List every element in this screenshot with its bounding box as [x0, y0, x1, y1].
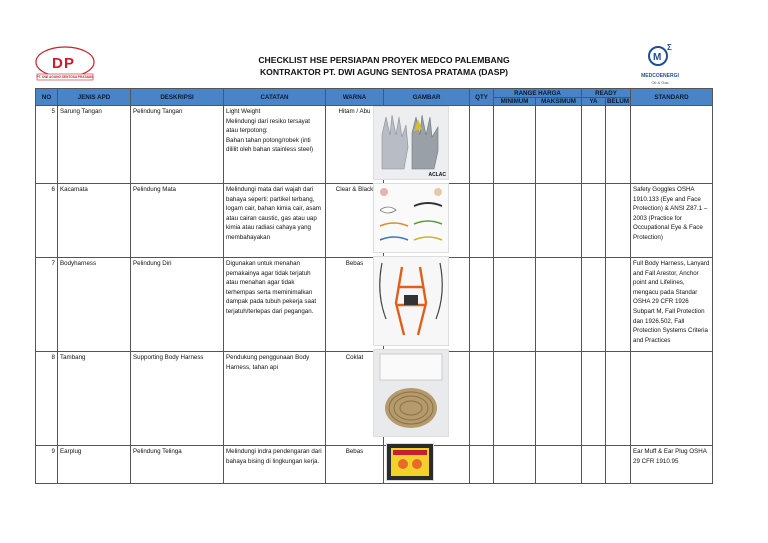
row-qty: [470, 446, 494, 484]
row-minimum: [494, 446, 536, 484]
row-jenis: Tambang: [58, 352, 131, 446]
col-gambar: GAMBAR: [384, 89, 470, 106]
row-no: 6: [36, 184, 58, 258]
row-standard: Full Body Harness, Lanyard and Fall Arestor, Anchor point and Lifelines, mengacu pada Standar OSHA 29 CFR 1926 Subpart M, Fall Protection dan 1926.502, Fall Protection Systems Criteria and Practices: [631, 258, 713, 352]
medco-logo-name: MEDCOENERGI: [641, 73, 679, 79]
glove-image: [373, 106, 449, 180]
col-range-harga: RANGE HARGA: [494, 89, 582, 98]
col-belum: BELUM: [607, 98, 629, 105]
row-warna: Clear & Black: [326, 184, 384, 258]
row-catatan: Light Weight Melindungi dari resiko tersayat atau terpotong: Bahan tahan potong/robek (inti dililit oleh bahan stainless steel): [224, 106, 326, 184]
row-warna: Coklat: [326, 352, 384, 446]
row-deskripsi: Supporting Body Harness: [131, 352, 224, 446]
col-deskripsi: DESKRIPSI: [131, 89, 224, 106]
row-catatan: Melindungi mata dari wajah dari bahaya seperti: partikel terbang, logam cair, bahan kimia cair, asam atau cairan caustic, gas atau uap kimia atau radiasi cahaya yang membahayakan: [224, 184, 326, 258]
row-ya: [582, 184, 606, 258]
row-catatan: Digunakan untuk menahan pemakainya agar tidak terjatuh atau menahan agar tidak terhempas serta meminimalkan dampak pada tubuh pekerja saat terjatuh/terlepas dari pegangan.: [224, 258, 326, 352]
company-logo-medco: [632, 42, 688, 88]
row-maksimum: [536, 106, 582, 184]
rope-image: [373, 349, 449, 437]
body-harness-image: [373, 256, 449, 346]
col-catatan: CATATAN: [224, 89, 326, 106]
row-minimum: [494, 258, 536, 352]
row-maksimum: [536, 446, 582, 484]
row-no: 8: [36, 352, 58, 446]
col-maksimum: MAKSIMUM: [536, 98, 582, 106]
row-maksimum: [536, 258, 582, 352]
medco-logo-sub: Oil & Gas: [651, 80, 669, 85]
row-standard: Ear Muff & Ear Plug OSHA 29 CFR 1910.95: [631, 446, 713, 484]
glove-brand-label: ACLAC: [428, 172, 446, 178]
row-minimum: [494, 184, 536, 258]
col-qty: QTY: [470, 89, 494, 106]
col-no: NO: [36, 89, 58, 106]
row-jenis: Bodyharness: [58, 258, 131, 352]
row-maksimum: [536, 352, 582, 446]
row-no: 7: [36, 258, 58, 352]
row-deskripsi: Pelindung Tangan: [131, 106, 224, 184]
row-ya: [582, 446, 606, 484]
row-standard: Safety Goggles OSHA 1910.133 (Eye and Face Protection) & ANSI Z87.1 – 2003 (Practice for Occupational Eye & Face Protection): [631, 184, 713, 258]
svg-text:D: D: [52, 55, 63, 72]
row-jenis: Kacamata: [58, 184, 131, 258]
row-no: 9: [36, 446, 58, 484]
col-warna: WARNA: [326, 89, 384, 106]
row-qty: [470, 184, 494, 258]
row-ya: [582, 352, 606, 446]
col-minimum: MINIMUM: [494, 98, 536, 106]
dasp-logo-caption: PT. DWI AGUNG SENTOSA PRATAMA: [36, 75, 94, 79]
safety-glasses-image: [373, 183, 449, 253]
row-ya: [582, 106, 606, 184]
row-deskripsi: Pelindung Telinga: [131, 446, 224, 484]
row-jenis: Earplug: [58, 446, 131, 484]
row-deskripsi: Pelindung Diri: [131, 258, 224, 352]
row-jenis: Sarung Tangan: [58, 106, 131, 184]
row-warna: Bebas: [326, 446, 384, 484]
row-ya: [582, 258, 606, 352]
earplug-image: [386, 443, 434, 481]
row-qty: [470, 258, 494, 352]
document-subtitle: KONTRAKTOR PT. DWI AGUNG SENTOSA PRATAMA (DASP): [259, 67, 509, 77]
row-belum: [606, 184, 631, 258]
row-qty: [470, 352, 494, 446]
col-standard: STANDARD: [631, 89, 713, 106]
col-jenis-apd: JENIS APD: [58, 89, 131, 106]
col-ready: READY: [582, 89, 631, 98]
svg-text:Σ: Σ: [667, 43, 672, 52]
row-maksimum: [536, 184, 582, 258]
row-belum: [606, 106, 631, 184]
table-row: [36, 446, 713, 484]
medco-logo-icon: [645, 42, 675, 68]
svg-text:M: M: [653, 52, 662, 63]
row-no: 5: [36, 106, 58, 184]
row-warna: Hitam / Abu: [326, 106, 384, 184]
row-minimum: [494, 106, 536, 184]
row-warna: Bebas: [326, 258, 384, 352]
row-belum: [606, 258, 631, 352]
row-belum: [606, 446, 631, 484]
row-deskripsi: Pelindung Mata: [131, 184, 224, 258]
row-standard: [631, 106, 713, 184]
document-title: CHECKLIST HSE PERSIAPAN PROYEK MEDCO PALEMBANG: [258, 55, 510, 65]
row-qty: [470, 106, 494, 184]
row-catatan: Melindungi indra pendengaran dari bahaya bising di lingkungan kerja.: [224, 446, 326, 484]
row-belum: [606, 352, 631, 446]
row-catatan: Pendukung penggunaan Body Harness, tahan api: [224, 352, 326, 446]
row-standard: [631, 352, 713, 446]
col-ya: YA: [582, 98, 606, 106]
svg-text:P: P: [64, 55, 75, 72]
row-minimum: [494, 352, 536, 446]
